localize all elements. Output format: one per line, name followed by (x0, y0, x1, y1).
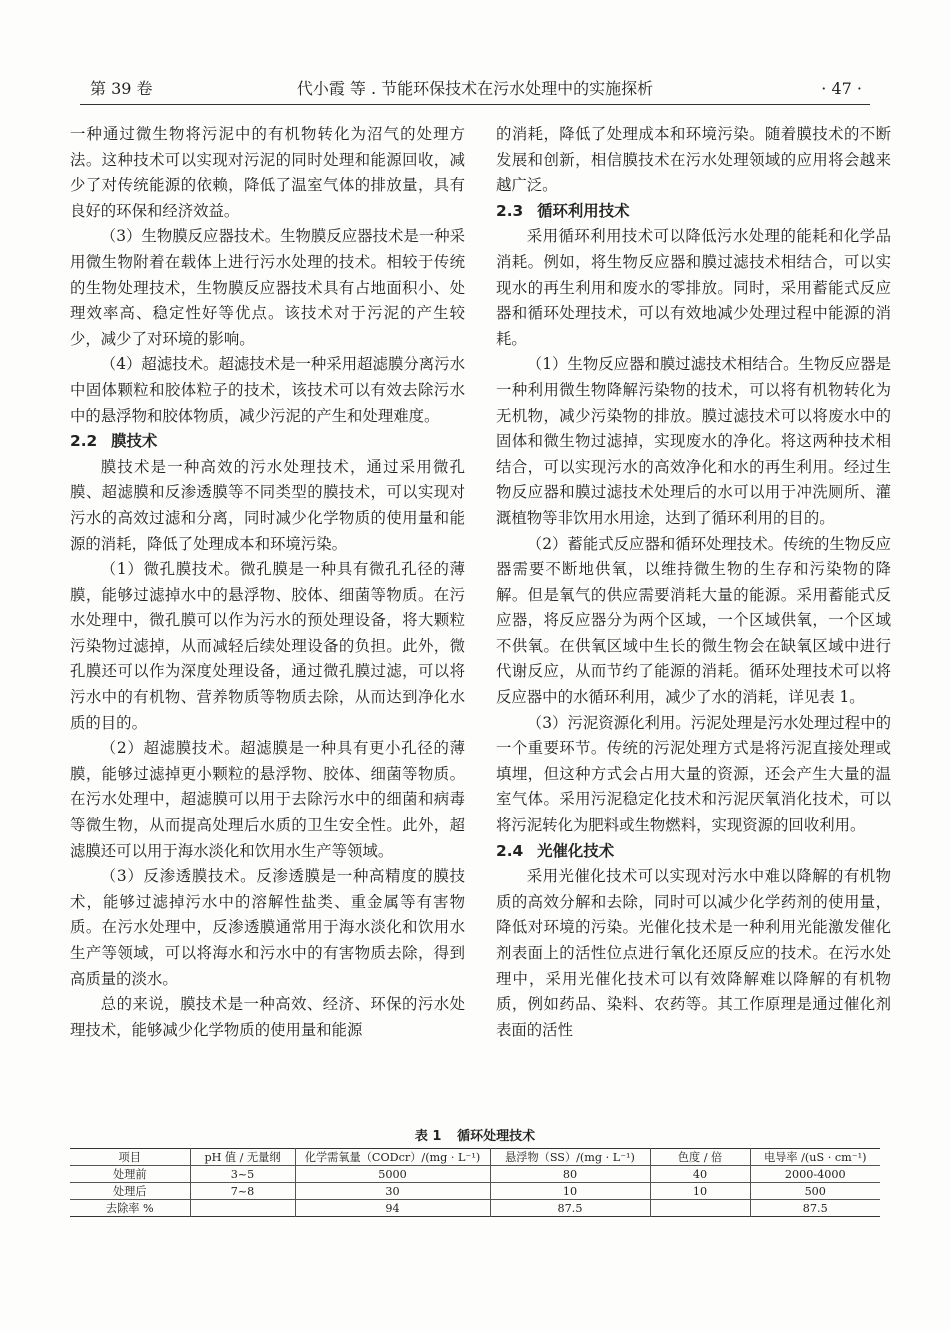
table-cell: 10 (650, 1183, 750, 1200)
table-cell: 80 (490, 1166, 650, 1183)
paragraph: 膜技术是一种高效的污水处理技术，通过采用微孔膜、超滤膜和反渗透膜等不同类型的膜技术，可以实现对污水的高效过滤和分离，同时减少化学物质的使用量和能源的消耗，降低了处理成本和环境污染。 (70, 457, 465, 553)
right-column (496, 122, 891, 1043)
paragraph: （3）反渗透膜技术。反渗透膜是一种高精度的膜技术，能够过滤掉污水中的溶解性盐类、重金属等有害物质。在污水处理中，反渗透膜通常用于海水淡化和饮用水生产等领域，可以将海水和污水中的有害物质去除，得到高质量的淡水。 (70, 867, 465, 988)
column-header: 化学需氧量（CODcr）/(mg · L⁻¹) (295, 1149, 490, 1166)
table-cell: 94 (295, 1200, 490, 1217)
page-number: · 47 · (821, 79, 862, 98)
paragraph: 采用光催化技术可以实现对污水中难以降解的有机物质的高效分解和去除，同时可以减少化学药剂的使用量，降低对环境的污染。光催化技术是一种利用光能激发催化剂表面上的活性位点进行氧化还原反应的技术。在污水处理中，采用光催化技术可以有效降解难以降解的有机物质，例如药品、染料、农药等。其工作原理是通过催化剂表面的活性 (496, 867, 891, 1039)
data-table (70, 1148, 880, 1217)
table-cell: 处理前 (112, 1167, 147, 1181)
table-cell: 10 (490, 1183, 650, 1200)
paragraph: （3）污泥资源化利用。污泥处理是污水处理过程中的一个重要环节。传统的污泥处理方式是将污泥直接处理或填埋，但这种方式会占用大量的资源，还会产生大量的温室气体。采用污泥稳定化技术和污泥厌氧消化技术，可以将污泥转化为肥料或生物燃料，实现资源的回收利用。 (496, 713, 891, 835)
table-row (70, 1166, 880, 1183)
column-header: 电导率 /(uS · cm⁻¹) (750, 1149, 880, 1166)
table-cell: 处理后 (70, 1183, 190, 1200)
paragraph: 一种通过微生物将污泥中的有机物转化为沼气的处理方法。这种技术可以实现对污泥的同时处理和能源回收，减少了对传统能源的依赖，降低了温室气体的排放量，具有良好的环保和经济效益。 (70, 125, 465, 220)
left-column (70, 122, 465, 1043)
section-heading-2-3 (496, 199, 891, 225)
running-title: 代小霞 等 . 节能环保技术在污水处理中的实施探析 (296, 79, 654, 98)
table-title: 循环处理技术 (457, 1129, 536, 1144)
paragraph: （3）生物膜反应器技术。生物膜反应器技术是一种采用微生物附着在载体上进行污水处理的技术。相较于传统的生物处理技术，生物膜反应器技术具有占地面积小、处理效率高、稳定性好等优点。该技术对于污泥的产生较少，减少了对环境的影响。 (70, 227, 465, 348)
paragraph: （2）蓄能式反应器和循环处理技术。传统的生物反应器需要不断地供氧，以维持微生物的生存和污染物的降解。但是氧气的供应需要消耗大量的能源。采用蓄能式反应器，将反应器分为两个区域，一个区域供氧，一个区域不供氧。在供氧区域中生长的微生物会在缺氧区域中进行代谢反应，从而节约了能源的消耗。循环处理技术可以将反应器中的水循环利用，减少了水的消耗，详见表 1。 (496, 534, 891, 707)
section-heading-2-4 (496, 839, 891, 865)
table-cell: 2000-4000 (750, 1166, 880, 1183)
table-cell (650, 1200, 750, 1217)
table-header-row (70, 1149, 880, 1166)
column-header: 项目 (70, 1149, 190, 1166)
table-row (70, 1183, 880, 1200)
table-cell: 3~5 (190, 1166, 295, 1183)
volume-label: 第 39 卷 (90, 79, 153, 98)
table-cell: 30 (295, 1183, 490, 1200)
section-number: 2.3 (496, 201, 524, 220)
table-cell: 5000 (295, 1166, 490, 1183)
table-row (70, 1200, 880, 1217)
section-title: 循环利用技术 (537, 201, 630, 220)
table-cell: 87.5 (750, 1200, 880, 1217)
column-header: 悬浮物（SS）/(mg · L⁻¹) (490, 1149, 650, 1166)
section-number: 2.2 (70, 432, 98, 451)
table-number: 表 1 (414, 1129, 442, 1144)
paragraph: 采用循环利用技术可以降低污水处理的能耗和化学品消耗。例如，将生物反应器和膜过滤技术相结合，可以实现水的再生利用和废水的零排放。同时，采用蓄能式反应器和循环处理技术，可以有效地减少处理过程中能源的消耗。 (496, 227, 891, 348)
column-header: pH 值 / 无量纲 (190, 1149, 295, 1166)
section-title: 膜技术 (111, 432, 158, 451)
table-caption (70, 1128, 880, 1146)
paragraph: 的消耗，降低了处理成本和环境污染。随着膜技术的不断发展和创新，相信膜技术在污水处理领域的应用将会越来越广泛。 (496, 125, 891, 195)
table-cell: 500 (750, 1183, 880, 1200)
running-header (80, 74, 870, 105)
paragraph: （4）超滤技术。超滤技术是一种采用超滤膜分离污水中固体颗粒和胶体粒子的技术，该技术可以有效去除污水中的悬浮物和胶体物质，减少污泥的产生和处理难度。 (70, 355, 465, 425)
column-header: 色度 / 倍 (650, 1149, 750, 1166)
paragraph: （1）生物反应器和膜过滤技术相结合。生物反应器是一种利用微生物降解污染物的技术，可以将有机物转化为无机物，减少污染物的排放。膜过滤技术可以将废水中的固体和微生物过滤掉，实现废水的净化。将这两种技术相结合，可以实现污水的高效净化和水的再生利用。经过生物反应器和膜过滤技术处理后的水可以用于冲洗厕所、灌溉植物等非饮用水用途，达到了循环利用的目的。 (496, 355, 891, 527)
section-number: 2.4 (496, 841, 524, 860)
table-cell: 7~8 (190, 1183, 295, 1200)
table-cell (190, 1200, 295, 1217)
section-title: 光催化技术 (537, 841, 615, 860)
paragraph: （2）超滤膜技术。超滤膜是一种具有更小孔径的薄膜，能够过滤掉更小颗粒的悬浮物、胶体、细菌等物质。在污水处理中，超滤膜可以用于去除污水中的细菌和病毒等微生物，从而提高处理后水质的卫生安全性。此外，超滤膜还可以用于海水淡化和饮用水生产等领域。 (70, 739, 465, 860)
paragraph: 总的来说，膜技术是一种高效、经济、环保的污水处理技术，能够减少化学物质的使用量和能源 (70, 995, 465, 1039)
table-cell: 87.5 (490, 1200, 650, 1217)
table-cell: 去除率 % (70, 1200, 190, 1217)
table-1 (70, 1128, 880, 1217)
table-cell: 40 (650, 1166, 750, 1183)
paragraph: （1）微孔膜技术。微孔膜是一种具有微孔孔径的薄膜，能够过滤掉水中的悬浮物、胶体、细菌等物质。在污水处理中，微孔膜可以作为污水的预处理设备，将大颗粒污染物过滤掉，从而减轻后续处理设备的负担。此外，微孔膜还可以作为深度处理设备，通过微孔膜过滤，可以将污水中的有机物、营养物质等物质去除，从而达到净化水质的目的。 (70, 560, 465, 732)
section-heading-2-2 (70, 429, 465, 455)
